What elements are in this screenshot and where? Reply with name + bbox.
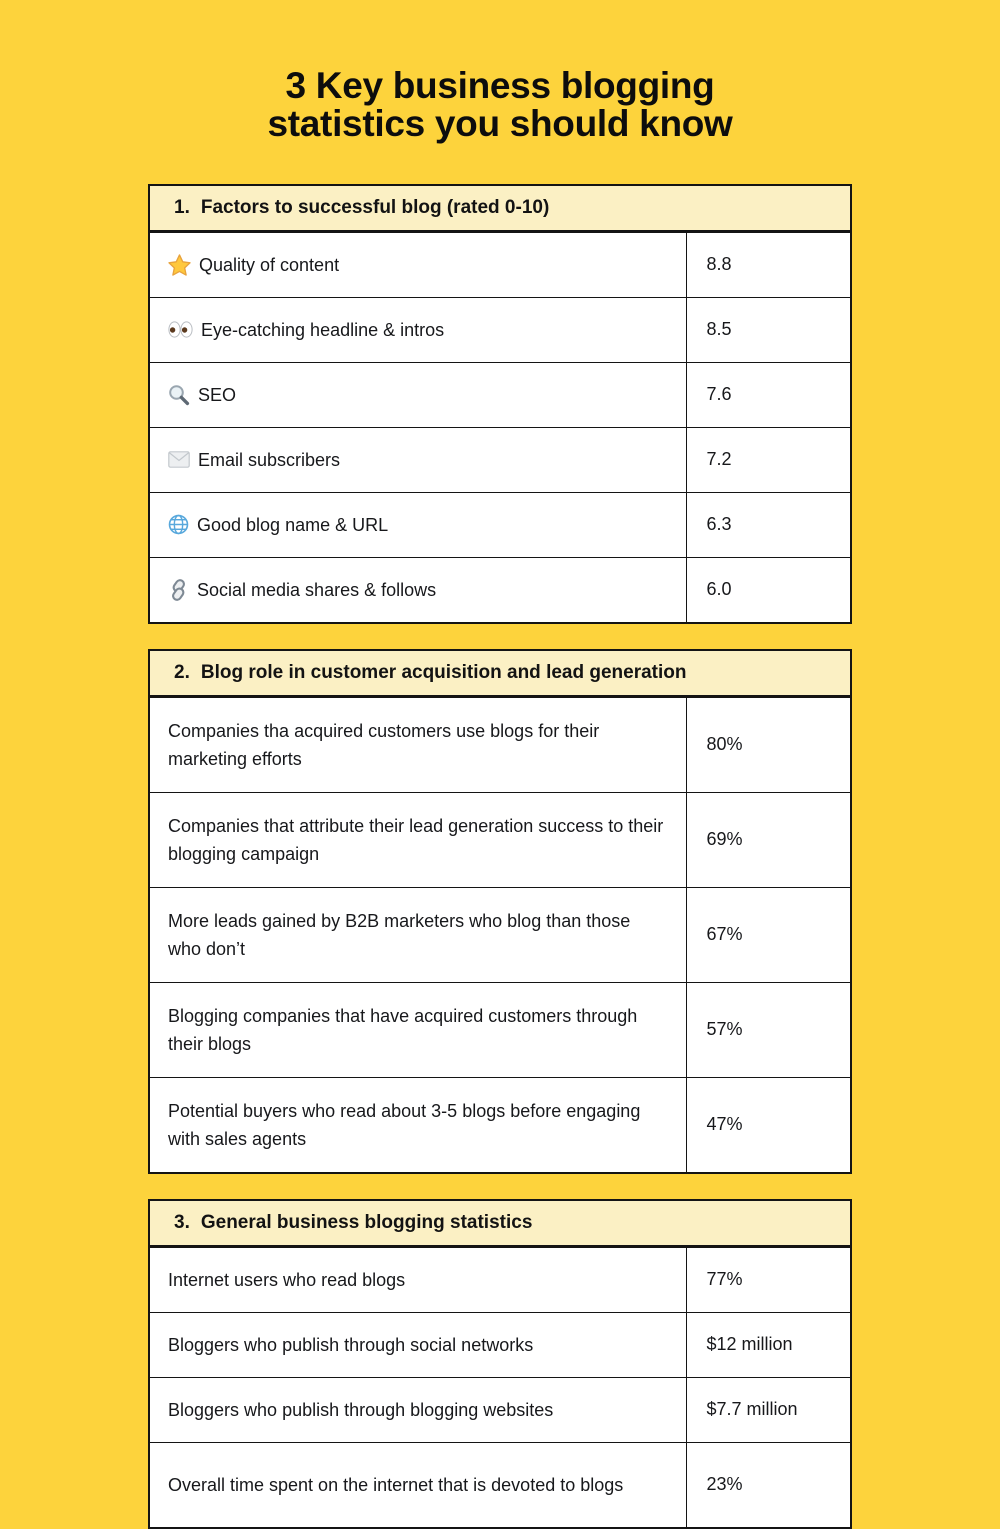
row-value: $7.7 million bbox=[686, 1377, 850, 1442]
row-label: Blogging companies that have acquired customers through their blogs bbox=[168, 1005, 638, 1054]
star-icon bbox=[168, 254, 191, 276]
table-row bbox=[150, 1077, 850, 1172]
table-row bbox=[150, 982, 850, 1077]
table-row bbox=[150, 232, 850, 297]
row-value: 80% bbox=[686, 697, 850, 792]
row-value: 7.2 bbox=[686, 427, 850, 492]
table-row bbox=[150, 492, 850, 557]
star-icon bbox=[168, 254, 191, 276]
table-row bbox=[150, 697, 850, 792]
page-title-line1: 3 Key business blogging bbox=[285, 64, 715, 106]
table-row bbox=[150, 1377, 850, 1442]
table-row bbox=[150, 887, 850, 982]
table-row bbox=[150, 297, 850, 362]
table-blog-role-acquisition bbox=[148, 649, 852, 1174]
table-row bbox=[150, 792, 850, 887]
table-factors-successful-blog bbox=[148, 184, 852, 624]
row-label: Social media shares & follows bbox=[197, 579, 437, 600]
table-1-header bbox=[150, 186, 850, 232]
row-value: 77% bbox=[686, 1247, 850, 1312]
table-2-grid bbox=[150, 697, 850, 1172]
row-value: 7.6 bbox=[686, 362, 850, 427]
table-3-number: 3. bbox=[174, 1211, 190, 1233]
row-label: Potential buyers who read about 3-5 blogs before engaging with sales agents bbox=[168, 1100, 641, 1149]
row-label: Quality of content bbox=[199, 254, 340, 275]
table-3-title: General business blogging statistics bbox=[200, 1211, 533, 1233]
table-3-grid bbox=[150, 1247, 850, 1527]
row-value: 23% bbox=[686, 1442, 850, 1527]
page-title-line2: statistics you should know bbox=[267, 102, 733, 144]
row-value: 47% bbox=[686, 1077, 850, 1172]
row-value: $12 million bbox=[686, 1312, 850, 1377]
page-title bbox=[0, 25, 1000, 143]
row-label: Internet users who read blogs bbox=[168, 1269, 406, 1290]
globe-icon bbox=[168, 514, 189, 535]
row-value: 8.5 bbox=[686, 297, 850, 362]
table-general-blogging-stats bbox=[148, 1199, 852, 1529]
link-icon bbox=[168, 579, 189, 601]
magnifier-icon bbox=[168, 384, 190, 406]
table-2-header bbox=[150, 651, 850, 697]
table-2-title: Blog role in customer acquisition and lead generation bbox=[200, 661, 687, 683]
row-label: Overall time spent on the internet that is devoted to blogs bbox=[168, 1474, 624, 1495]
row-label: More leads gained by B2B marketers who blog than those who don’t bbox=[168, 910, 631, 959]
table-3-header bbox=[150, 1201, 850, 1247]
envelope-icon bbox=[168, 451, 190, 468]
row-value: 67% bbox=[686, 887, 850, 982]
row-label: Bloggers who publish through social networks bbox=[168, 1334, 534, 1355]
row-label: Email subscribers bbox=[198, 449, 341, 470]
table-2-number: 2. bbox=[174, 661, 190, 683]
eyes-icon bbox=[168, 321, 193, 338]
table-row bbox=[150, 1442, 850, 1527]
table-row bbox=[150, 362, 850, 427]
row-label: Companies tha acquired customers use blogs for their marketing efforts bbox=[168, 720, 600, 769]
row-label: Eye-catching headline & intros bbox=[201, 319, 445, 340]
envelope-icon bbox=[168, 451, 190, 468]
link-icon bbox=[168, 579, 189, 601]
tables-wrap bbox=[148, 184, 852, 1529]
globe-icon bbox=[168, 514, 189, 535]
table-row bbox=[150, 1312, 850, 1377]
table-1-title: Factors to successful blog (rated 0-10) bbox=[200, 196, 550, 218]
row-label: Bloggers who publish through blogging websites bbox=[168, 1399, 554, 1420]
row-value: 69% bbox=[686, 792, 850, 887]
magnifier-icon bbox=[168, 384, 190, 406]
row-value: 6.0 bbox=[686, 557, 850, 622]
row-value: 6.3 bbox=[686, 492, 850, 557]
row-label: SEO bbox=[198, 384, 237, 405]
row-value: 8.8 bbox=[686, 232, 850, 297]
table-row bbox=[150, 557, 850, 622]
row-label: Companies that attribute their lead generation success to their blogging campaign bbox=[168, 815, 664, 864]
table-row bbox=[150, 427, 850, 492]
table-1-grid bbox=[150, 232, 850, 622]
row-label: Good blog name & URL bbox=[197, 514, 389, 535]
row-value: 57% bbox=[686, 982, 850, 1077]
eyes-icon bbox=[168, 321, 193, 338]
table-1-number: 1. bbox=[174, 196, 190, 218]
